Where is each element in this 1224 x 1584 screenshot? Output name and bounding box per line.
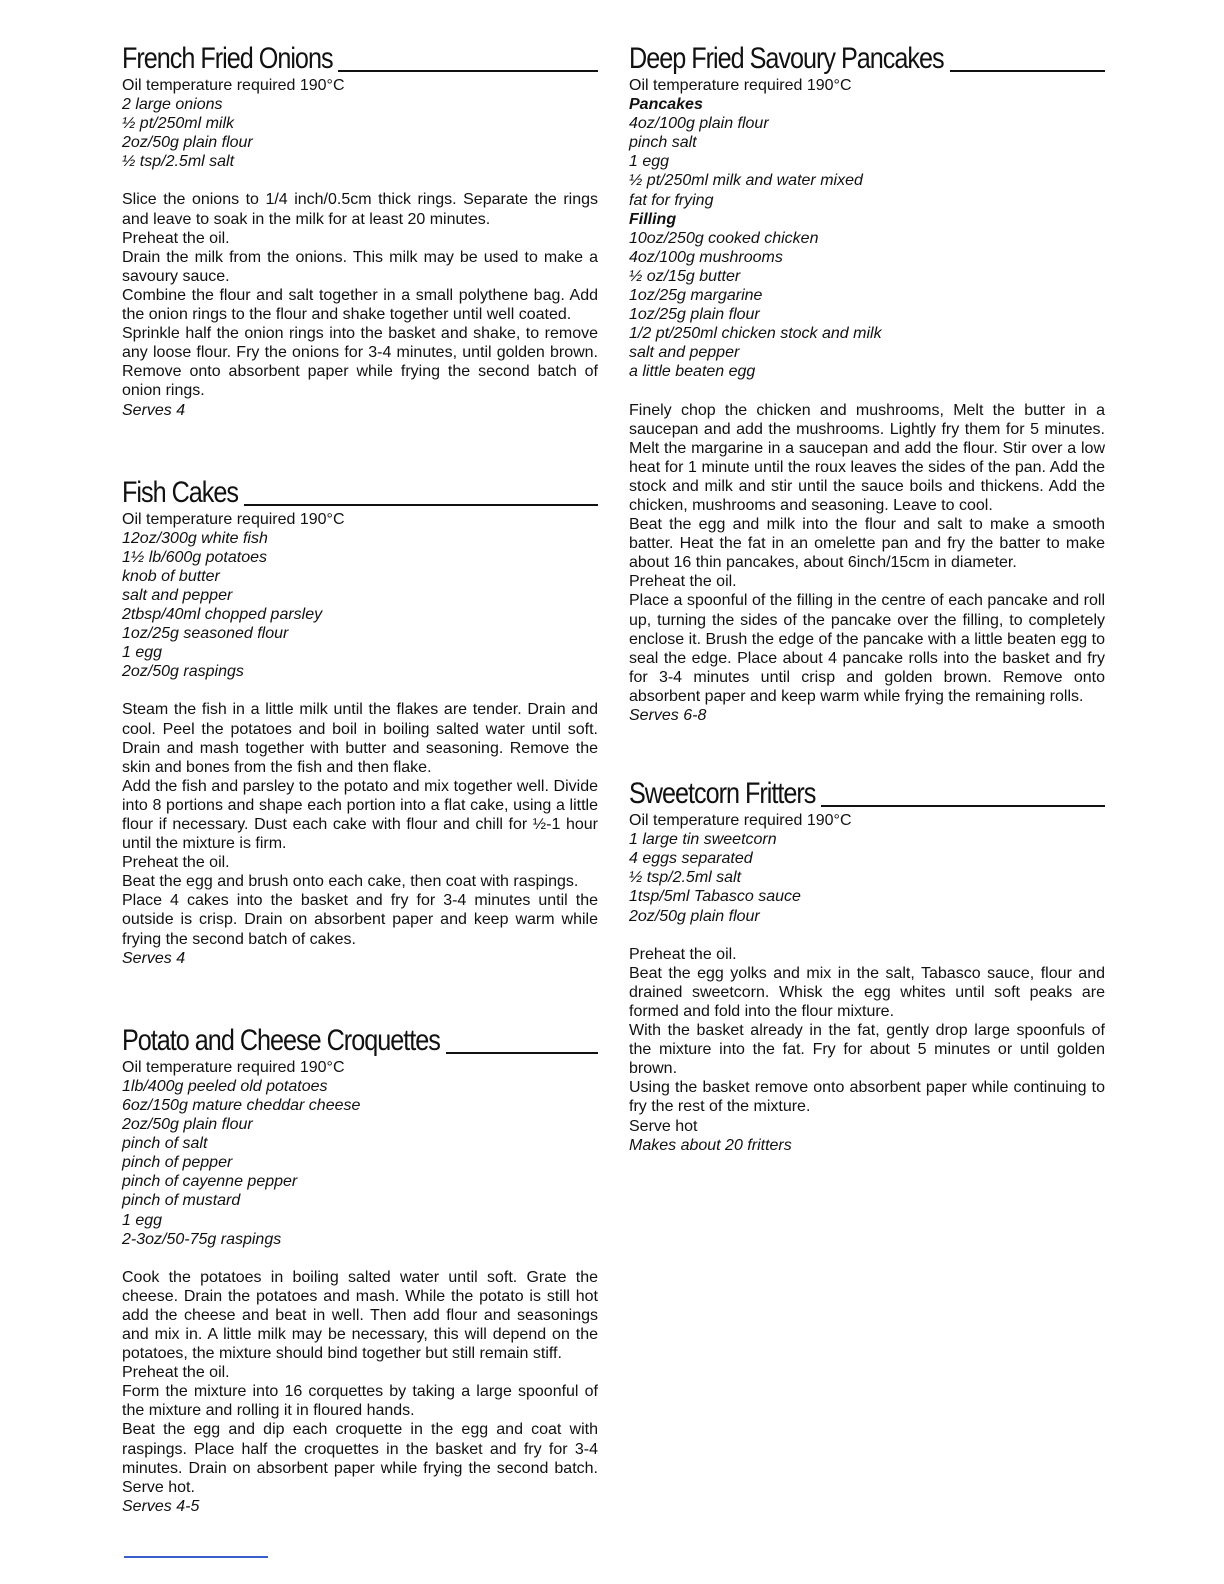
serves: Serves 4 — [122, 401, 186, 419]
oil-temperature: Oil temperature required 190°C — [629, 812, 852, 830]
ingredient: ½ tsp/2.5ml salt — [122, 153, 235, 171]
method-step: Beat the egg yolks and mix in the salt, Tabasco sauce, flour and drained sweetcorn. Whisk the egg whites until soft peaks are formed and fold into the flour mixture. — [629, 964, 1105, 1020]
method-step: Slice the onions to 1/4 inch/0.5cm thick rings. Separate the rings and leave to soak in the milk for at least 20 minutes. — [122, 191, 598, 228]
method-step: Using the basket remove onto absorbent paper while continuing to fry the rest of the mixture. — [629, 1079, 1105, 1116]
method-step: Combine the flour and salt together in a small polythene bag. Add the onion rings to the flour and shake together until well coated. — [122, 286, 598, 324]
method-step: Place 4 cakes into the basket and fry for 3-4 minutes until the outside is crisp. Drain on absorbent paper and keep warm while frying the second batch of cakes. — [122, 892, 598, 948]
ingredient: 1 egg — [629, 153, 670, 171]
method — [122, 190, 598, 419]
ingredient: pinch of mustard — [122, 1192, 241, 1210]
ingredient: salt and pepper — [122, 586, 233, 604]
recipe-title: Sweetcorn Fritters — [629, 777, 816, 811]
ingredient: 1oz/25g plain flour — [629, 306, 760, 324]
recipe-title-row — [122, 1020, 598, 1058]
filling-subheading: Filling — [629, 210, 677, 228]
oil-temperature: Oil temperature required 190°C — [122, 77, 345, 94]
method — [629, 401, 1105, 726]
method-step: Beat the egg and dip each croquette in the egg and coat with raspings. Place half the croquettes in the basket and fry for 3-4 minutes. Drain on absorbent paper while frying the second batch. Serve hot. — [122, 1421, 598, 1496]
method-step: Preheat the oil. — [629, 573, 737, 591]
method-step: Beat the egg and milk into the flour and salt to make a smooth batter. Heat the fat in an omelette pan and fry the batter to make about 16 thin pancakes, about 6inch/15cm in diameter. — [629, 516, 1105, 572]
ingredient: 1lb/400g peeled old potatoes — [122, 1077, 328, 1095]
recipe-title-row — [629, 773, 1105, 811]
ingredient: ½ oz/15g butter — [629, 267, 741, 285]
recipe-sweetcorn-fritters — [629, 773, 1105, 1155]
method-step: Drain the milk from the onions. This milk may be used to make a savoury sauce. — [122, 248, 598, 285]
recipe-title: Potato and Cheese Croquettes — [122, 1023, 440, 1057]
ingredient: 1oz/25g seasoned flour — [122, 625, 289, 643]
left-column — [122, 38, 598, 1516]
ingredient: ½ pt/250ml milk — [122, 115, 235, 133]
ingredient: 2-3oz/50-75g raspings — [122, 1230, 282, 1248]
recipe-deep-fried-savoury-pancakes — [629, 38, 1105, 725]
method-step: Steam the fish in a little milk until the flakes are tender. Drain and cool. Peel the potatoes and boil in boiling salted water until soft. Drain and mash together with butter and seasoning. Remove the skin and bones from the fish and then flake. — [122, 701, 598, 776]
method-step: Finely chop the chicken and mushrooms, Melt the butter in a saucepan and add the mushrooms. Lightly fry them for 5 minutes. Melt the margarine in a saucepan and add the flour. Stir over a low heat for 1 minute until the roux leaves the sides of the pan. Add the stock and milk and stir until the sauce boils and thickens. Add the chicken, mushrooms and seasoning. Leave to cool. — [629, 401, 1105, 514]
ingredient: 2oz/50g plain flour — [122, 1116, 253, 1134]
method-step: Preheat the oil. — [629, 945, 737, 963]
ingredient: 1 egg — [122, 644, 163, 662]
recipe-title: Deep Fried Savoury Pancakes — [629, 42, 944, 75]
title-underline — [821, 805, 1105, 807]
recipe-title-row — [122, 472, 598, 510]
ingredient: 4 eggs separated — [629, 850, 753, 868]
title-underline — [244, 504, 598, 506]
ingredient: 1/2 pt/250ml chicken stock and milk — [629, 325, 882, 343]
recipe-fish-cakes — [122, 472, 598, 968]
ingredient: 2tbsp/40ml chopped parsley — [122, 606, 323, 624]
ingredient: 4oz/100g mushrooms — [629, 248, 783, 266]
method-step: With the basket already in the fat, gently drop large spoonfuls of the mixture into the fat. Fry for about 5 minutes or until golden brown. — [629, 1022, 1105, 1078]
method-step: Cook the potatoes in boiling salted water until soft. Grate the cheese. Drain the potatoes and mash. While the potato is still hot add the cheese and beat in well. Then add flour and seasonings and mix in. A little milk may be necessary, this will depend on the potatoes, the mixture should bind together but still remain stiff. — [122, 1268, 598, 1363]
method-step: Sprinkle half the onion rings into the basket and shake, to remove any loose flour. Fry the onions for 3-4 minutes, until golden brown. Remove onto absorbent paper while frying the second batch of onion rings. — [122, 325, 598, 400]
ingredient: 2oz/50g plain flour — [122, 134, 253, 152]
method-step: Preheat the oil. — [122, 1364, 230, 1382]
method-step: Add the fish and parsley to the potato and mix together well. Divide into 8 portions and shape each portion into a flat cake, using a little flour if necessary. Dust each cake with flour and chill for ½-1 hour until the mixture is firm. — [122, 777, 598, 853]
ingredient: ½ pt/250ml milk and water mixed — [629, 172, 863, 190]
ingredient: 1½ lb/600g potatoes — [122, 548, 268, 566]
ingredient: fat for frying — [629, 191, 714, 209]
ingredient: pinch salt — [629, 134, 697, 152]
method-step: Serve hot — [629, 1117, 698, 1135]
method-step: Beat the egg and brush onto each cake, then coat with raspings. — [122, 873, 579, 891]
ingredient: 1tsp/5ml Tabasco sauce — [629, 888, 801, 906]
page-bottom-rule — [124, 1556, 268, 1558]
ingredient: 4oz/100g plain flour — [629, 115, 769, 133]
title-underline — [446, 1052, 598, 1054]
right-column — [629, 38, 1105, 1155]
method — [122, 700, 598, 967]
oil-temperature: Oil temperature required 190°C — [122, 1058, 345, 1076]
method-step: Preheat the oil. — [122, 854, 230, 872]
ingredient: 2oz/50g plain flour — [629, 907, 760, 925]
ingredient: salt and pepper — [629, 344, 740, 362]
serves: Serves 4 — [122, 949, 186, 967]
ingredient: 10oz/250g cooked chicken — [629, 229, 819, 247]
ingredient: ½ tsp/2.5ml salt — [629, 869, 742, 887]
method-step: Form the mixture into 16 corquettes by taking a large spoonful of the mixture and rolling it in floured hands. — [122, 1383, 598, 1420]
ingredient: pinch of pepper — [122, 1154, 233, 1172]
oil-temperature: Oil temperature required 190°C — [122, 510, 345, 528]
ingredient: a little beaten egg — [629, 363, 756, 381]
recipe-french-fried-onions — [122, 38, 598, 420]
method — [629, 945, 1105, 1155]
ingredient: 2oz/50g raspings — [122, 663, 244, 681]
title-underline — [950, 70, 1105, 72]
method — [122, 1268, 598, 1516]
ingredient: 1 egg — [122, 1211, 163, 1229]
ingredient: knob of butter — [122, 567, 220, 585]
recipe-title: French Fried Onions — [122, 42, 333, 75]
pancakes-subheading: Pancakes — [629, 96, 703, 114]
ingredient: 2 large onions — [122, 96, 223, 114]
title-underline — [338, 70, 598, 72]
ingredient: 6oz/150g mature cheddar cheese — [122, 1096, 361, 1114]
ingredient: 12oz/300g white fish — [122, 529, 268, 547]
ingredient: 1oz/25g margarine — [629, 287, 763, 305]
ingredient: pinch of salt — [122, 1135, 208, 1153]
serves: Makes about 20 fritters — [629, 1136, 792, 1154]
method-step: Place a spoonful of the filling in the centre of each pancake and roll up, turning the sides of the pancake over the filling, to completely enclose it. Brush the edge of the pancake with a little beaten egg to seal the edge. Place about 4 pancake rolls into the basket and fry for 3-4 minutes until crisp and golden brown. Remove onto absorbent paper and keep warm while frying the remaining rolls. — [629, 592, 1105, 705]
ingredient: 1 large tin sweetcorn — [629, 831, 777, 849]
recipe-title: Fish Cakes — [122, 475, 238, 509]
recipe-title-row — [122, 38, 598, 76]
recipe-potato-cheese-croquettes — [122, 1020, 598, 1516]
ingredient: pinch of cayenne pepper — [122, 1173, 298, 1191]
oil-temperature: Oil temperature required 190°C — [629, 77, 852, 94]
method-step: Preheat the oil. — [122, 229, 230, 247]
serves: Serves 6-8 — [629, 707, 707, 724]
serves: Serves 4-5 — [122, 1497, 200, 1515]
recipe-title-row — [629, 38, 1105, 76]
